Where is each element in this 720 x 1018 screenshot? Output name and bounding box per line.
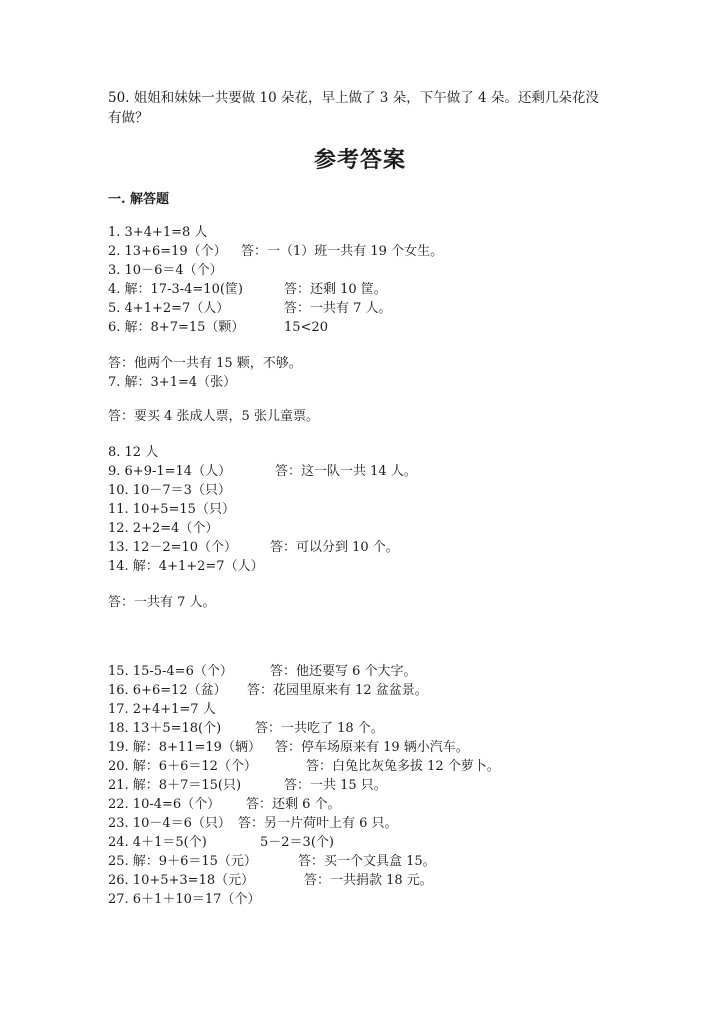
answer-calc: 25. 解：9＋6＝15（元） — [108, 854, 257, 869]
answer-line-21 — [108, 777, 387, 795]
answer-line-3 — [108, 262, 223, 280]
question-50: 50. 姐姐和妹妹一共要做 10 朵花，早上做了 3 朵，下午做了 4 朵。还剩几朵花没有做？ — [108, 90, 599, 126]
answer-line-24 — [108, 834, 334, 852]
answer-calc: 1. 3+4+1=8 人 — [108, 225, 208, 240]
answer-text: 答：一共吃了 18 个。 — [255, 721, 384, 736]
answer-line-6b — [108, 355, 302, 373]
answer-calc: 答：他两个一共有 15 颗，不够。 — [108, 356, 302, 371]
answer-line-9 — [108, 463, 417, 481]
answer-line-18 — [108, 720, 384, 738]
answer-line-15 — [108, 663, 417, 681]
answer-line-10 — [108, 482, 231, 500]
answer-line-7 — [108, 374, 236, 392]
answer-calc: 7. 解：3+1=4（张） — [108, 375, 237, 390]
answer-calc: 9. 6+9-1=14（人） — [108, 464, 232, 479]
answer-text: 答：花园里原来有 12 盆盆景。 — [247, 683, 428, 698]
answer-line-1 — [108, 224, 207, 242]
answer-calc: 15. 15-5-4=6（个） — [108, 664, 233, 679]
answer-calc: 3. 10－6＝4（个） — [108, 263, 223, 278]
answer-text: 答：另一片荷叶上有 6 只。 — [238, 816, 398, 831]
answer-line-12 — [108, 520, 218, 538]
answer-line-7b — [108, 408, 319, 426]
page-title: 参考答案 — [313, 147, 406, 173]
answer-calc: 23. 10－4＝6（只） — [108, 816, 231, 831]
answer-calc: 27. 6＋1＋10＝17（个） — [108, 892, 261, 907]
answer-calc: 18. 13＋5=18(个) — [108, 721, 222, 736]
answer-text: 答：停车场原来有 19 辆小汽车。 — [275, 740, 469, 755]
answer-line-11 — [108, 501, 235, 519]
answer-calc: 16. 6+6=12（盆） — [108, 683, 227, 698]
answer-calc: 答：要买 4 张成人票，5 张儿童票。 — [108, 409, 319, 424]
answer-calc: 22. 10-4=6（个） — [108, 797, 221, 812]
answer-line-22 — [108, 796, 341, 814]
answer-line-25 — [108, 853, 436, 871]
answer-line-27 — [108, 891, 260, 909]
answer-calc: 2. 13+6=19（个） — [108, 244, 227, 259]
answer-text: 答：白兔比灰兔多拔 12 个萝卜。 — [306, 759, 500, 774]
answer-text: 答：一共 15 只。 — [284, 778, 387, 793]
answer-text: 5－2＝3(个) — [260, 835, 334, 850]
answer-calc: 5. 4+1+2=7（人） — [108, 301, 230, 316]
answer-calc: 20. 解：6＋6＝12（个） — [108, 759, 257, 774]
answer-line-19 — [108, 739, 469, 757]
answer-line-26 — [108, 872, 433, 890]
answer-calc: 答：一共有 7 人。 — [108, 595, 216, 610]
answer-text: 答：这一队一共 14 人。 — [275, 464, 417, 479]
answer-calc: 11. 10+5=15（只） — [108, 502, 235, 517]
answer-line-6 — [108, 319, 328, 337]
answer-calc: 4. 解：17-3-4=10(筐) — [108, 282, 243, 297]
answer-text: 答：还剩 6 个。 — [246, 797, 341, 812]
answer-text: 答：可以分到 10 个。 — [270, 540, 399, 555]
answer-text: 答：一（1）班一共有 19 个女生。 — [241, 244, 444, 259]
answer-text: 答：买一个文具盒 15。 — [298, 854, 436, 869]
answer-calc: 19. 解：8+11=19（辆） — [108, 740, 261, 755]
answer-line-4 — [108, 281, 387, 299]
answer-calc: 13. 12－2=10（个） — [108, 540, 238, 555]
answer-calc: 12. 2+2=4（个） — [108, 521, 219, 536]
answer-calc: 6. 解：8+7=15（颗） — [108, 320, 245, 335]
answer-line-2 — [108, 243, 444, 261]
answer-calc: 14. 解：4+1+2=7（人） — [108, 559, 264, 574]
answer-line-23 — [108, 815, 398, 833]
answer-calc: 26. 10+5+3=18（元） — [108, 873, 255, 888]
answer-line-16 — [108, 682, 428, 700]
answer-line-14 — [108, 558, 264, 576]
answer-line-14b — [108, 594, 216, 612]
answer-line-20 — [108, 758, 500, 776]
answer-line-8 — [108, 444, 158, 462]
answer-text: 答：一共捐款 18 元。 — [304, 873, 433, 888]
answer-calc: 24. 4＋1＝5(个) — [108, 835, 207, 850]
answer-text: 15<20 — [284, 320, 328, 335]
answer-line-17 — [108, 701, 216, 719]
answer-calc: 21. 解：8＋7＝15(只) — [108, 778, 242, 793]
answer-text: 答：他还要写 6 个大字。 — [270, 664, 417, 679]
answer-text: 答：还剩 10 筐。 — [284, 282, 387, 297]
answer-text: 答：一共有 7 人。 — [284, 301, 392, 316]
answer-calc: 8. 12 人 — [108, 445, 159, 460]
answer-calc: 17. 2+4+1=7 人 — [108, 702, 216, 717]
section-heading: 一. 解答题 — [108, 192, 170, 207]
answer-calc: 10. 10－7＝3（只） — [108, 483, 231, 498]
answer-line-13 — [108, 539, 399, 557]
answer-line-5 — [108, 300, 392, 318]
